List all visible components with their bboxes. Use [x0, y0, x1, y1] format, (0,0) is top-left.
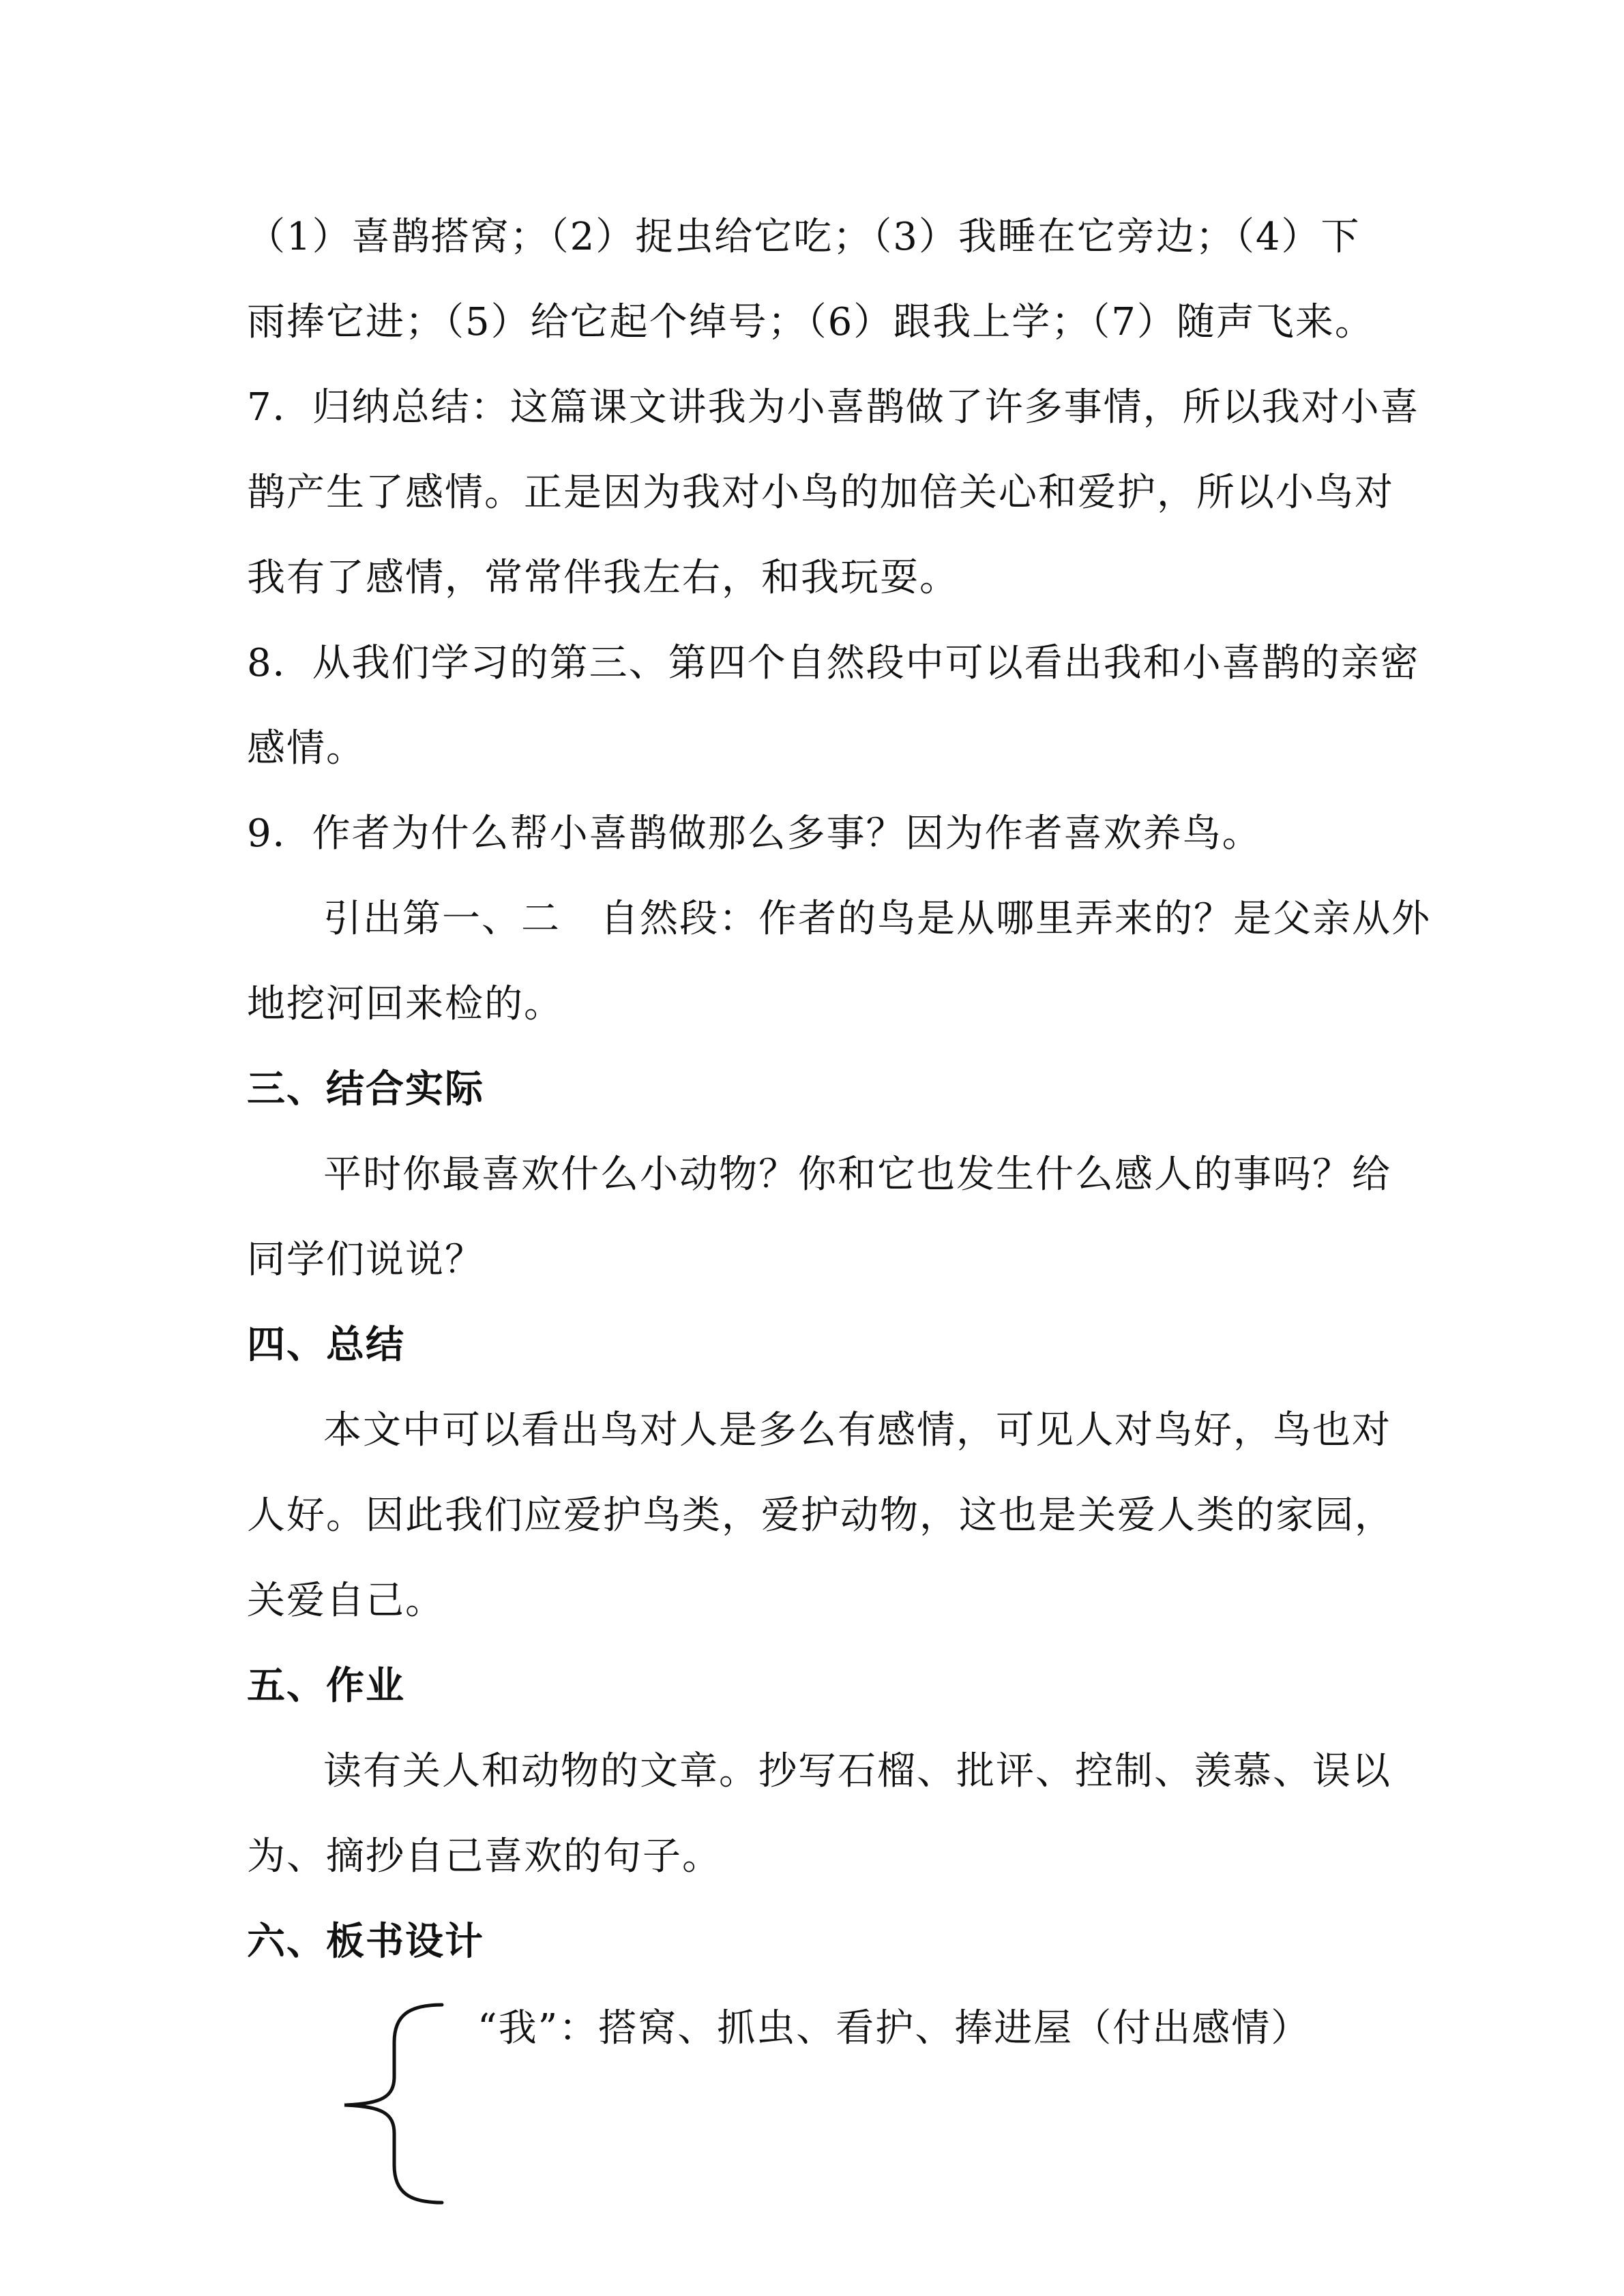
- paragraph-line: 鹊产生了感情。正是因为我对小鸟的加倍关心和爱护，所以小鸟对: [247, 471, 1394, 515]
- section-heading: 六、板书设计: [247, 1920, 484, 1964]
- paragraph-line: 雨捧它进；（5）给它起个绰号；（6）跟我上学；（7）随声飞来。: [247, 300, 1374, 344]
- paragraph-line: 地挖河回来检的。: [247, 982, 563, 1026]
- section-heading: 四、总结: [247, 1323, 405, 1367]
- paragraph-line: 平时你最喜欢什么小动物？你和它也发生什么感人的事吗？给: [323, 1152, 1391, 1197]
- curly-brace-icon: [341, 2001, 450, 2206]
- paragraph-line: （1）喜鹊搭窝；（2）捉虫给它吃；（3）我睡在它旁边；（4）下: [247, 215, 1361, 259]
- paragraph-line: 关爱自己。: [247, 1579, 445, 1623]
- paragraph-line: 人好。因此我们应爱护鸟类，爱护动物，这也是关爱人类的家园，: [247, 1493, 1394, 1538]
- paragraph-line: 9．作者为什么帮小喜鹊做那么多事？因为作者喜欢养鸟。: [247, 811, 1262, 856]
- paragraph-line: 读有关人和动物的文章。抄写石榴、批评、控制、羡慕、误以: [323, 1749, 1391, 1793]
- paragraph-line: 引出第一、二 自然段：作者的鸟是从哪里弄来的？是父亲从外: [323, 897, 1431, 941]
- board-design-line: “我”：搭窝、抓虫、看护、捧进屋（付出感情）: [477, 2006, 1311, 2051]
- section-heading: 五、作业: [247, 1664, 405, 1708]
- paragraph-line: 感情。: [247, 726, 366, 771]
- paragraph-line: 7．归纳总结：这篇课文讲我为小喜鹊做了许多事情，所以我对小喜: [247, 385, 1420, 430]
- paragraph-line: 同学们说说？: [247, 1238, 484, 1282]
- section-heading: 三、结合实际: [247, 1067, 484, 1112]
- paragraph-line: 8．从我们学习的第三、第四个自然段中可以看出我和小喜鹊的亲密: [247, 641, 1420, 685]
- paragraph-line: 本文中可以看出鸟对人是多么有感情，可见人对鸟好，鸟也对: [323, 1408, 1391, 1452]
- paragraph-line: 我有了感情，常常伴我左右，和我玩耍。: [247, 556, 959, 600]
- paragraph-line: 为、摘抄自己喜欢的句子。: [247, 1834, 722, 1879]
